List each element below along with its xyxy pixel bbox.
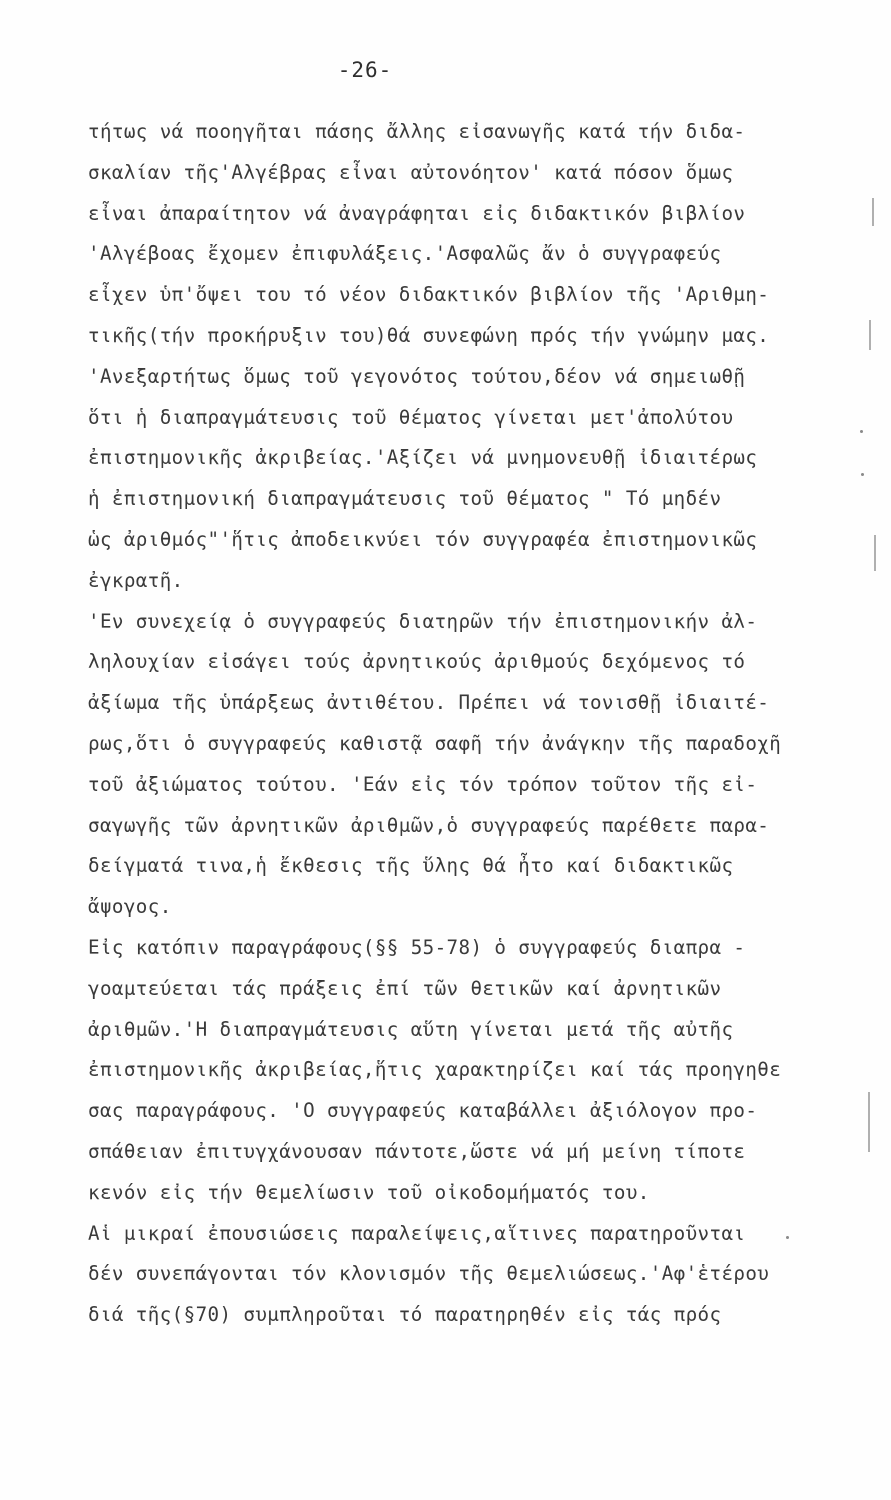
text-line: ἀριθμῶν.'Η διαπραγμάτευσις αὕτη γίνεται μετά τῆς αὐτῆς (88, 1017, 734, 1041)
scan-speck (861, 473, 864, 476)
text-line: δείγματά τινα,ἡ ἔκθεσις τῆς ὕλης θά ἦτο καί διδακτικῶς (88, 854, 734, 878)
text-line: ρως,ὅτι ὁ συγγραφεύς καθιστᾷ σαφῆ τήν ἀνάγκην τῆς παραδοχῆ (88, 731, 782, 755)
text-line: διά τῆς(§70) συμπληροῦται τό παρατηρηθέν εἰς τάς πρός (88, 1303, 722, 1327)
text-line: 'Ανεξαρτήτως ὅμως τοῦ γεγονότος τούτου,δέον νά σημειωθῇ (88, 364, 746, 388)
text-line: ὡς ἀριθμός"'ἥτις ἀποδεικνύει τόν συγγραφέα ἐπιστημονικῶς (88, 527, 758, 551)
text-line: σκαλίαν τῆς'Αλγέβρας εἶναι αὐτονόητον' κατά πόσον ὅμως (88, 160, 734, 184)
text-line: Εἰς κατόπιν παραγράφους(§§ 55-78) ὁ συγγραφεύς διαπρα - (88, 935, 746, 959)
scan-speck (860, 430, 863, 433)
body-text (88, 112, 858, 1336)
text-line: ἄψογος. (88, 895, 172, 919)
text-line: ἐπιστημονικῆς ἀκριβείας.'Αξίζει νά μνημονευθῇ ἰδιαιτέρως (88, 446, 758, 470)
text-line: 'Εν συνεχείᾳ ὁ συγγραφεύς διατηρῶν τήν ἐπιστημονικήν ἀλ- (88, 609, 758, 633)
text-line: δέν συνεπάγονται τόν κλονισμόν τῆς θεμελιώσεως.'Αφ'ἑτέρου (88, 1262, 770, 1286)
text-line: σπάθειαν ἐπιτυγχάνουσαν πάντοτε,ὥστε νά μή μείνη τίποτε (88, 1139, 746, 1163)
text-line: σαγωγῆς τῶν ἀρνητικῶν ἀριθμῶν,ὁ συγγραφεύς παρέθετε παρα- (88, 813, 770, 837)
scan-margin-mark (874, 535, 876, 571)
text-line: σας παραγράφους. 'Ο συγγραφεύς καταβάλλει ἀξιόλογον προ- (88, 1099, 758, 1123)
text-line: τήτως νά ποοηγῆται πάσης ἄλλης εἰσανωγῆς κατά τήν διδα- (88, 120, 746, 143)
text-line: ἡ ἐπιστημονική διαπραγμάτευσις τοῦ θέματος " Τό μηδέν (88, 487, 722, 511)
text-line: 'Αλγέβοας ἔχομεν ἐπιφυλάξεις.'Ασφαλῶς ἄν ὁ συγγραφεύς (88, 242, 722, 266)
text-line: ἐπιστημονικῆς ἀκριβείας,ἥτις χαρακτηρίζει καί τάς προηγηθε (88, 1058, 782, 1082)
text-line: ἐγκρατῆ. (88, 568, 184, 592)
text-line: κενόν εἰς τήν θεμελίωσιν τοῦ οἰκοδομήματός του. (88, 1180, 650, 1204)
page-number: -26- (337, 58, 393, 82)
text-line: τοῦ ἀξιώματος τούτου. 'Εάν εἰς τόν τρόπον τοῦτον τῆς εἰ- (88, 772, 758, 796)
scan-margin-mark (869, 320, 871, 350)
text-line: ἀξίωμα τῆς ὑπάρξεως ἀντιθέτου. Πρέπει νά τονισθῇ ἰδιαιτέ- (88, 691, 770, 715)
text-line: εἶναι ἀπαραίτητον νά ἀναγράφηται εἰς διδακτικόν βιβλίον (88, 201, 746, 225)
text-line: εἶχεν ὑπ'ὄψει του τό νέον διδακτικόν βιβλίον τῆς 'Αριθμη- (88, 283, 770, 307)
text-line: τικῆς(τήν προκήρυξιν του)θά συνεφώνη πρός τήν γνώμην μας. (88, 323, 770, 347)
scan-margin-mark (868, 1092, 870, 1152)
text-line: γοαμτεύεται τάς πράξεις ἐπί τῶν θετικῶν καί ἀρνητικῶν (88, 976, 722, 1000)
scan-speck (786, 1236, 789, 1239)
text-line: Αἱ μικραί ἐπουσιώσεις παραλείψεις,αἵτινες παρατηροῦνται (88, 1221, 746, 1245)
text-line: ὅτι ἡ διαπραγμάτευσις τοῦ θέματος γίνεται μετ'ἀπολύτου (88, 405, 734, 429)
scan-margin-mark (872, 198, 874, 226)
text-line: ληλουχίαν εἰσάγει τούς ἀρνητικούς ἀριθμούς δεχόμενος τό (88, 650, 746, 674)
